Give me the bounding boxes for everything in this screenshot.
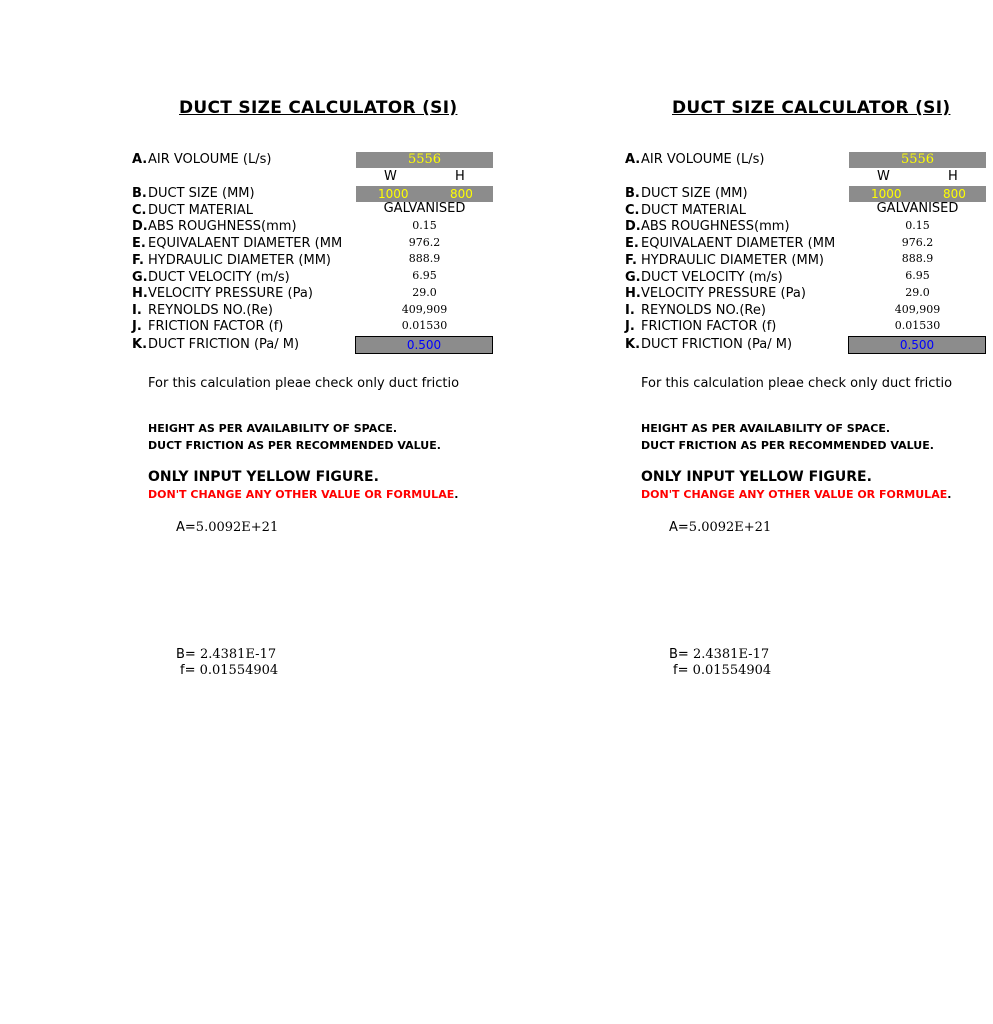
row-letter: D. (132, 219, 148, 234)
row-letter: H. (132, 286, 148, 301)
calculation-note: For this calculation pleae check only duct frictio (641, 376, 953, 391)
row-friction-factor (132, 319, 283, 335)
abs-roughness-value: 0.15 (412, 219, 437, 232)
row-letter: F. (132, 253, 144, 268)
row-duct-size (132, 186, 255, 202)
row-hydraulic-diameter (132, 253, 331, 269)
width-header: W (384, 169, 397, 184)
dont-change-warning (148, 488, 458, 501)
duct-width-input[interactable]: 1000 (871, 187, 902, 201)
row-label: VELOCITY PRESSURE (Pa) (641, 286, 806, 301)
formula-f-value: 0.01554904 (692, 663, 772, 678)
row-label: AIR VOLOUME (L/s) (641, 152, 765, 167)
row-label: HYDRAULIC DIAMETER (MM) (148, 253, 331, 268)
warning-text: DON'T CHANGE ANY OTHER VALUE OR FORMULAE (148, 488, 455, 501)
duct-height-input[interactable]: 800 (450, 187, 473, 201)
calculator-sheet (0, 0, 500, 700)
row-letter: E. (132, 236, 146, 251)
friction-note: DUCT FRICTION AS PER RECOMMENDED VALUE. (148, 439, 441, 452)
air-volume-input[interactable]: 5556 (849, 152, 986, 168)
row-letter: A. (625, 152, 641, 167)
row-hydraulic-diameter (625, 253, 824, 269)
height-header: H (948, 169, 958, 184)
warning-period: . (947, 488, 952, 501)
row-label: ABS ROUGHNESS(mm) (148, 219, 297, 234)
row-letter: I. (625, 303, 635, 318)
size-headers (849, 169, 986, 185)
row-label: DUCT MATERIAL (641, 203, 746, 218)
friction-factor-value: 0.01530 (401, 319, 448, 332)
formula-f-label: f= (673, 663, 693, 678)
row-letter: C. (132, 203, 147, 218)
row-letter: A. (132, 152, 148, 167)
row-label: DUCT SIZE (MM) (148, 186, 255, 201)
row-velocity-pressure (132, 286, 313, 302)
sheet-content-copy (493, 0, 993, 700)
duct-width-input[interactable]: 1000 (378, 187, 409, 201)
row-letter: J. (132, 319, 142, 334)
row-abs-roughness (625, 219, 790, 235)
formula-f-label: f= (180, 663, 200, 678)
row-label: DUCT FRICTION (Pa/ M) (148, 337, 300, 352)
row-duct-size (625, 186, 748, 202)
page-title: DUCT SIZE CALCULATOR (SI) (672, 98, 951, 118)
row-letter: B. (132, 186, 147, 201)
friction-factor-value: 0.01530 (894, 319, 941, 332)
velocity-pressure-value: 29.0 (412, 286, 437, 299)
row-letter: K. (132, 337, 148, 352)
row-air-volume (625, 152, 764, 168)
row-equivalent-diameter (132, 236, 342, 252)
duct-height-input[interactable]: 800 (943, 187, 966, 201)
height-header: H (455, 169, 465, 184)
row-letter: J. (625, 319, 635, 334)
row-letter: B. (625, 186, 640, 201)
duct-friction-input[interactable]: 0.500 (848, 336, 986, 354)
duct-velocity-value: 6.95 (905, 269, 930, 282)
row-letter: D. (625, 219, 641, 234)
row-duct-material (625, 203, 746, 219)
formula-b-value: 2.4381E-17 (199, 647, 277, 662)
formula-a-value: 5.0092E+21 (688, 520, 772, 535)
friction-note: DUCT FRICTION AS PER RECOMMENDED VALUE. (641, 439, 934, 452)
equivalent-diameter-value: 976.2 (408, 236, 441, 249)
sheet-content (0, 0, 500, 700)
dont-change-warning (641, 488, 951, 501)
row-duct-material (132, 203, 253, 219)
formula-b-value: 2.4381E-17 (692, 647, 770, 662)
row-label: FRICTION FACTOR (f) (148, 319, 284, 334)
formula-a (176, 520, 278, 535)
equivalent-diameter-value: 976.2 (901, 236, 934, 249)
row-label: DUCT FRICTION (Pa/ M) (641, 337, 793, 352)
formula-a-value: 5.0092E+21 (195, 520, 279, 535)
page-title: DUCT SIZE CALCULATOR (SI) (179, 98, 458, 118)
abs-roughness-value: 0.15 (905, 219, 930, 232)
duct-material-value: GALVANISED (876, 201, 959, 216)
row-reynolds-number (625, 303, 766, 319)
duct-size-cells (849, 186, 986, 202)
formula-b-label: B= (176, 647, 200, 662)
row-duct-friction (132, 337, 299, 353)
calculation-note: For this calculation pleae check only duct frictio (148, 376, 460, 391)
row-letter: C. (625, 203, 640, 218)
row-label: FRICTION FACTOR (f) (641, 319, 777, 334)
height-note: HEIGHT AS PER AVAILABILITY OF SPACE. (148, 422, 398, 435)
velocity-pressure-value: 29.0 (905, 286, 930, 299)
formula-f (180, 663, 278, 678)
row-letter: E. (625, 236, 639, 251)
row-label: EQUIVALAENT DIAMETER (MM (641, 236, 836, 251)
formula-f-value: 0.01554904 (199, 663, 279, 678)
formula-b-label: B= (669, 647, 693, 662)
air-volume-input[interactable]: 5556 (356, 152, 493, 168)
row-duct-velocity (132, 270, 290, 286)
duct-friction-input[interactable]: 0.500 (355, 336, 493, 354)
row-friction-factor (625, 319, 776, 335)
row-label: REYNOLDS NO.(Re) (148, 303, 273, 318)
duct-size-cells (356, 186, 493, 202)
row-duct-friction (625, 337, 792, 353)
hydraulic-diameter-value: 888.9 (408, 252, 441, 265)
row-label: AIR VOLOUME (L/s) (148, 152, 272, 167)
row-abs-roughness (132, 219, 297, 235)
duct-material-value: GALVANISED (383, 201, 466, 216)
row-letter: F. (625, 253, 637, 268)
formula-b (669, 647, 769, 662)
row-label: REYNOLDS NO.(Re) (641, 303, 766, 318)
row-air-volume (132, 152, 271, 168)
row-reynolds-number (132, 303, 273, 319)
row-label: DUCT VELOCITY (m/s) (641, 270, 783, 285)
row-equivalent-diameter (625, 236, 835, 252)
formula-f (673, 663, 771, 678)
row-letter: G. (132, 270, 148, 285)
warning-period: . (454, 488, 459, 501)
height-note: HEIGHT AS PER AVAILABILITY OF SPACE. (641, 422, 891, 435)
row-letter: G. (625, 270, 641, 285)
row-label: EQUIVALAENT DIAMETER (MM (148, 236, 343, 251)
row-label: ABS ROUGHNESS(mm) (641, 219, 790, 234)
row-letter: K. (625, 337, 641, 352)
width-header: W (877, 169, 890, 184)
only-input-note: ONLY INPUT YELLOW FIGURE. (641, 469, 872, 485)
hydraulic-diameter-value: 888.9 (901, 252, 934, 265)
row-label: DUCT MATERIAL (148, 203, 253, 218)
formula-a-label: A= (669, 520, 689, 535)
formula-a (669, 520, 771, 535)
row-letter: I. (132, 303, 142, 318)
formula-b (176, 647, 276, 662)
warning-text: DON'T CHANGE ANY OTHER VALUE OR FORMULAE (641, 488, 948, 501)
row-label: VELOCITY PRESSURE (Pa) (148, 286, 313, 301)
row-duct-velocity (625, 270, 783, 286)
row-label: DUCT VELOCITY (m/s) (148, 270, 290, 285)
duct-velocity-value: 6.95 (412, 269, 437, 282)
row-label: HYDRAULIC DIAMETER (MM) (641, 253, 824, 268)
row-letter: H. (625, 286, 641, 301)
size-headers (356, 169, 493, 185)
formula-a-label: A= (176, 520, 196, 535)
row-label: DUCT SIZE (MM) (641, 186, 748, 201)
reynolds-number-value: 409,909 (401, 303, 448, 316)
only-input-note: ONLY INPUT YELLOW FIGURE. (148, 469, 379, 485)
reynolds-number-value: 409,909 (894, 303, 941, 316)
row-velocity-pressure (625, 286, 806, 302)
calculator-sheet-copy (493, 0, 966, 700)
